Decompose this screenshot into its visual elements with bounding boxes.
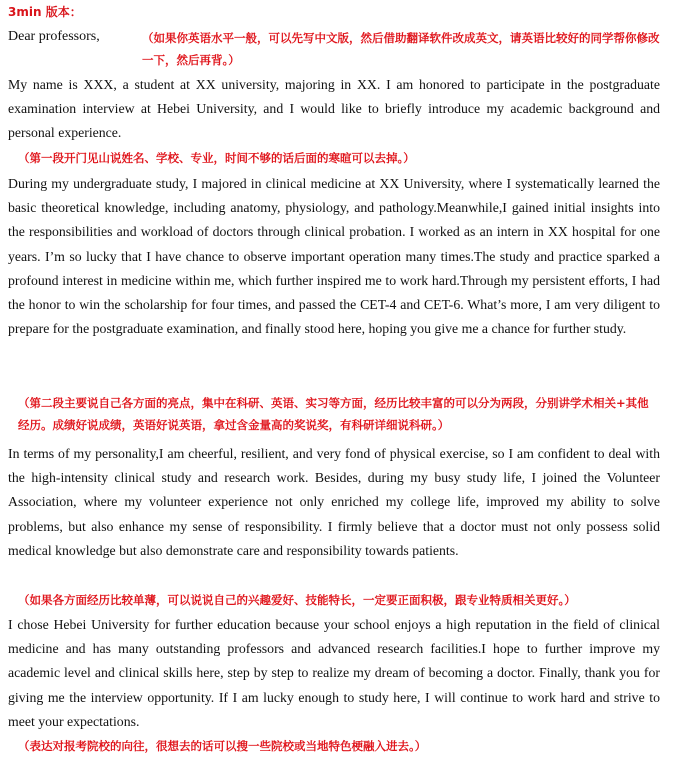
version-label: 3min 版本：: [8, 5, 82, 19]
greeting-note: （如果你英语水平一般，可以先写中文版，然后借助翻译软件改成英文，请英语比较好的同学帮你修改一下，然后再背。）: [142, 31, 660, 67]
note-study: （第二段主要说自己各方面的亮点，集中在科研、英语、实习等方面，经历比较丰富的可以分为两段，分别讲学术相关+其他经历。成绩好说成绩，英语好说英语，拿过含金量高的奖说奖，有科研详细说科研。）: [18, 396, 649, 432]
paragraph-study: During my undergraduate study, I majored in clinical medicine at XX University, where I systematically learned the basic theoretical knowledge, including anatomy, physiology, and pathology.Meanwhile,I gained initial insights into the responsibilities and workload of doctors through clinical probation. I worked as an intern in XX hospital for one years. I’m so lucky that I have chance to observe important operation many times.The study and practice sparked a profound interest in medicine within me, which further inspired me to work hard.Through my persistent efforts, I had the honor to win the scholarship for four times, and passed the CET-4 and CET-6. What’s more, I am very diligent to prepare for the postgraduate examination, and finally stood here, hoping you give me a chance for further study.: [8, 176, 660, 337]
greeting: Dear professors,: [8, 29, 100, 44]
paragraph-school: I chose Hebei University for further education because your school enjoys a high reputation in the field of clinical medicine and has many outstanding professors and advanced research facilities.I hope to further improve my academic level and clinical skills here, step by step to realize my dream of becoming a doctor. Finally, thank you for giving me the interview opportunity. If I am lucky enough to study here, I will continue to work hard and strive to meet your expectations.: [8, 617, 660, 729]
paragraph-personality: In terms of my personality,I am cheerful, resilient, and very fond of physical exercise, so I am confident to deal with the high-intensity clinical study and research work. Besides, during my busy study life, I joined the Volunteer Association, where my volunteer experience not only enriched my college life, improved my ability to solve problems, but also enhance my sense of responsibility. I firmly believe that a doctor must not only possess solid medical knowledge but also demonstrate care and responsibility towards patients.: [8, 446, 660, 558]
note-school: （表达对报考院校的向往，很想去的话可以搜一些院校或当地特色梗融入进去。）: [18, 739, 427, 753]
paragraph-intro: My name is XXX, a student at XX university, majoring in XX. I am honored to participate in the postgraduate examination interview at Hebei University, and I would like to briefly introduce my academic background and personal experience.: [8, 77, 660, 141]
note-personality: （如果各方面经历比较单薄，可以说说自己的兴趣爱好、技能特长，一定要正面积极，跟专业特质相关更好。）: [18, 593, 576, 607]
note-intro: （第一段开门见山说姓名、学校、专业，时间不够的话后面的寒暄可以去掉。）: [18, 151, 415, 165]
